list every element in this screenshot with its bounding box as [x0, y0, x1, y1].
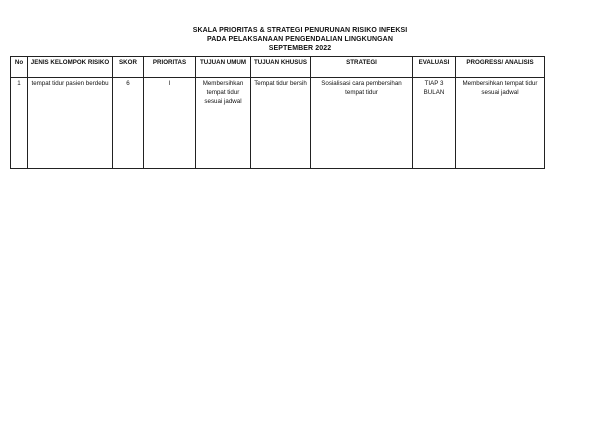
cell-no: 1 [11, 78, 28, 169]
header-tujuan-khusus: TUJUAN KHUSUS [251, 57, 311, 78]
document-title [0, 26, 600, 53]
header-strategi: STRATEGI [311, 57, 413, 78]
header-progress-analisis: PROGRESS/ ANALISIS [456, 57, 545, 78]
table-row [11, 78, 545, 169]
cell-jenis-kelompok-risiko: tempat tidur pasien berdebu [28, 78, 113, 169]
cell-tujuan-umum: Membersihkan tempat tidur sesuai jadwal [196, 78, 251, 169]
cell-strategi: Sosialisasi cara pembersihan tempat tidur [311, 78, 413, 169]
header-jenis-kelompok-risiko: JENIS KELOMPOK RISIKO [28, 57, 113, 78]
title-line-3: SEPTEMBER 2022 [268, 45, 332, 52]
title-line-1: SKALA PRIORITAS & STRATEGI PENURUNAN RISIKO INFEKSI [192, 27, 408, 34]
header-evaluasi: EVALUASI [413, 57, 456, 78]
header-no: No [11, 57, 28, 78]
cell-evaluasi: TIAP 3 BULAN [413, 78, 456, 169]
cell-prioritas: I [144, 78, 196, 169]
header-tujuan-umum: TUJUAN UMUM [196, 57, 251, 78]
table-header-row [11, 57, 545, 78]
risk-priority-table [10, 56, 545, 169]
cell-tujuan-khusus: Tempat tidur bersih [251, 78, 311, 169]
cell-skor: 6 [113, 78, 144, 169]
header-prioritas: PRIORITAS [144, 57, 196, 78]
title-line-2: PADA PELAKSANAAN PENGENDALIAN LINGKUNGAN [206, 36, 393, 43]
cell-progress-analisis: Membersihkan tempat tidur sesuai jadwal [456, 78, 545, 169]
header-skor: SKOR [113, 57, 144, 78]
